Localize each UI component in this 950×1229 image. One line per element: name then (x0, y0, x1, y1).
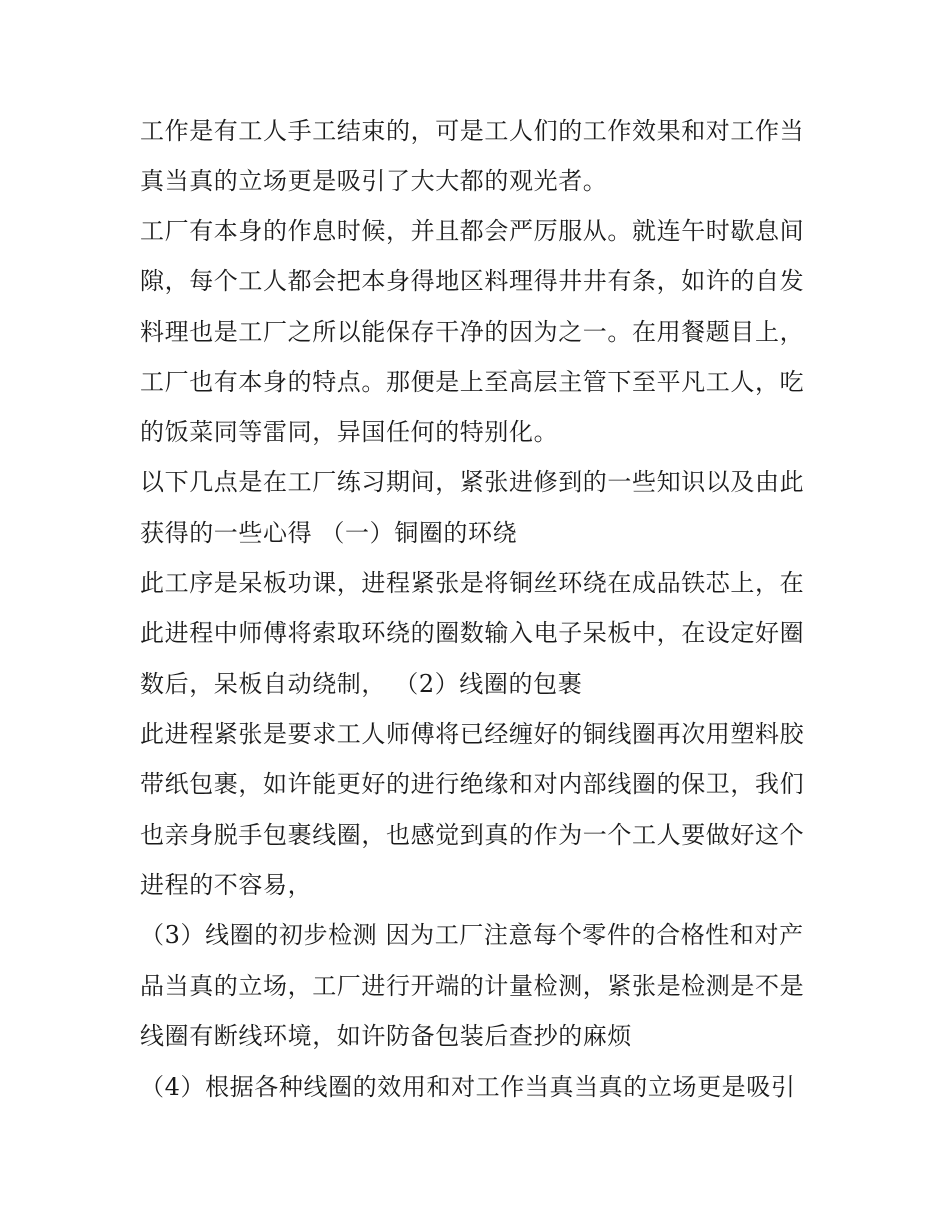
text-line: 隙，每个工人都会把本身得地区料理得井井有条，如许的自发 (140, 267, 805, 295)
text-line: 数后，呆板自动绕制， （2）线圈的包裹 (140, 670, 583, 698)
text-line: 此进程中师傅将索取环绕的圈数输入电子呆板中，在设定好圈 (140, 619, 805, 647)
text-line: 此进程紧张是要求工人师傅将已经缠好的铜线圈再次用塑料胶 (140, 720, 805, 748)
text-line: 的饭菜同等雷同，异国任何的特别化。 (140, 418, 559, 446)
text-line: 真当真的立场更是吸引了大大都的观光者。 (140, 167, 608, 195)
text-line: 此工序是呆板功课，进程紧张是将铜丝环绕在成品铁芯上，在 (140, 569, 805, 597)
text-line: 带纸包裹，如许能更好的进行绝缘和对内部线圈的保卫，我们 (140, 770, 805, 798)
text-line: 也亲身脱手包裹线圈，也感觉到真的作为一个工人要做好这个 (140, 821, 805, 849)
text-line: （3）线圈的初步检测 因为工厂注意每个零件的合格性和对产 (140, 921, 804, 949)
text-line: 工厂有本身的作息时候，并且都会严厉服从。就连午时歇息间 (140, 217, 805, 245)
text-line: 工作是有工人手工结束的，可是工人们的工作效果和对工作当 (140, 117, 805, 145)
text-line: 工厂也有本身的特点。那便是上至高层主管下至平凡工人，吃 (140, 368, 805, 396)
text-line: 获得的一些心得 （一）铜圈的环绕 (140, 519, 518, 547)
text-line: 以下几点是在工厂练习期间，紧张进修到的一些知识以及由此 (140, 468, 805, 496)
text-line: （4）根据各种线圈的效用和对工作当真当真的立场更是吸引 (140, 1073, 796, 1101)
text-line: 线圈有断线环境，如许防备包装后查抄的麻烦 (140, 1022, 632, 1050)
text-line: 进程的不容易， (140, 871, 313, 899)
text-line: 品当真的立场，工厂进行开端的计量检测，紧张是检测是不是 (140, 972, 805, 1000)
text-line: 料理也是工厂之所以能保存干净的因为之一。在用餐题目上， (140, 318, 805, 346)
